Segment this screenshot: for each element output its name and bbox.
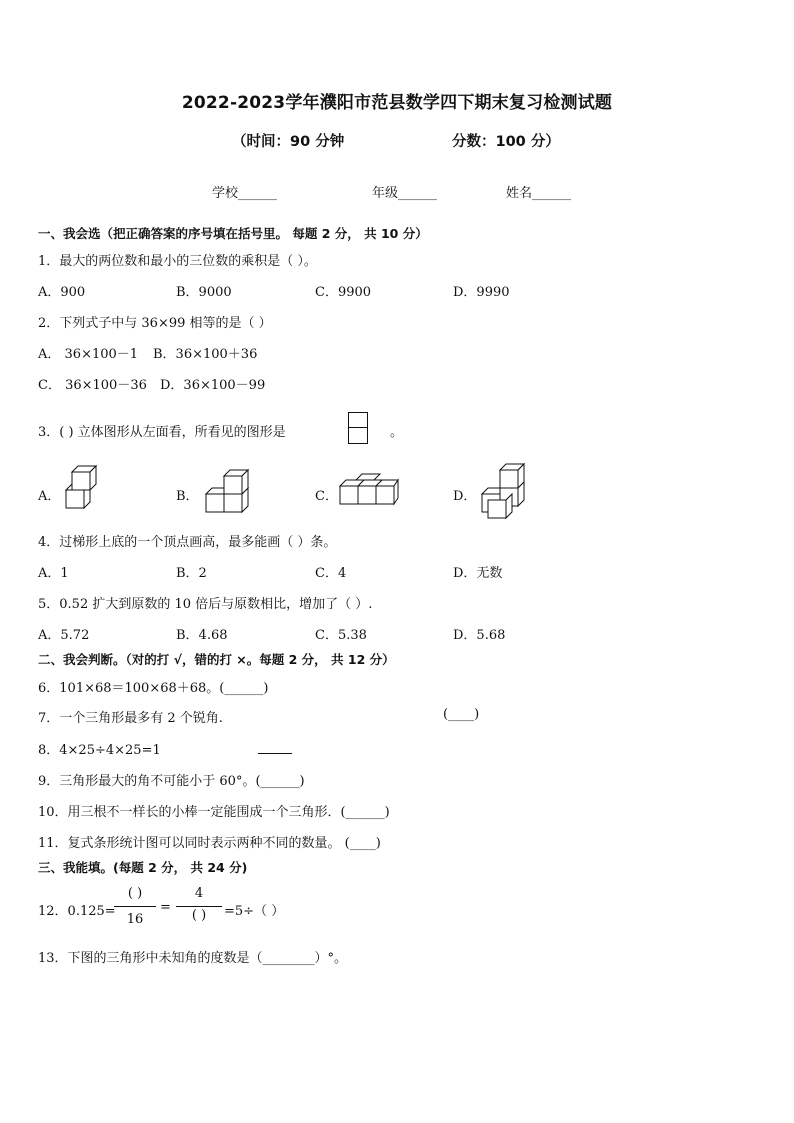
q12-fraction2-bar (176, 906, 222, 907)
section-2-heading: 二、我会判断。（对的打 √，错的打 ×。每题 2 分， 共 12 分） (38, 652, 395, 667)
q2-option-c: C． 36×100－36 (38, 378, 147, 393)
q2-option-d: D．36×100－99 (160, 378, 266, 393)
q5-option-c: C．5.38 (315, 628, 367, 643)
q12-fraction2-numerator: 4 (194, 886, 204, 901)
q12-equals: = (160, 900, 171, 915)
q12-fraction1-numerator[interactable]: ( ) (127, 886, 143, 901)
question-2: 2．下列式子中与 36×99 相等的是（ ） (38, 316, 272, 331)
question-4: 4．过梯形上底的一个顶点画高，最多能画（ ）条。 (38, 535, 337, 550)
question-5: 5．0.52 扩大到原数的 10 倍后与原数相比，增加了（ ）. (38, 597, 373, 612)
question-7: 7．一个三角形最多有 2 个锐角. (38, 711, 223, 726)
exam-score: 分数：100 分） (452, 134, 560, 150)
question-8: 8．4×25÷4×25=1 (38, 743, 161, 758)
grade-field: 年级______ (372, 186, 438, 201)
q4-option-d: D．无数 (453, 566, 503, 581)
question-3-tail: 。 (390, 425, 404, 440)
name-field: 姓名______ (506, 186, 572, 201)
question-7-blank[interactable]: (____) (443, 707, 480, 722)
section-3-heading: 三、我能填。(每题 2 分， 共 24 分) (38, 860, 248, 875)
q12-fraction1-denominator: 16 (126, 912, 144, 927)
q12-fraction1-bar (114, 906, 156, 907)
q1-option-c: C．9900 (315, 285, 372, 300)
cube-figure-a-icon (60, 462, 100, 514)
q4-option-c: C．4 (315, 566, 347, 581)
q3-option-b: B． (176, 489, 199, 504)
question-13: 13．下图的三角形中未知角的度数是（________）°。 (38, 951, 348, 966)
exam-time: （时间：90 分钟 (232, 134, 345, 150)
question-6: 6．101×68＝100×68＋68。(______) (38, 681, 269, 696)
question-12-prefix: 12．0.125= (38, 904, 116, 919)
cube-figure-b-icon (200, 470, 250, 516)
q2-option-a: A． 36×100－1 (38, 347, 139, 362)
q3-option-d: D． (453, 489, 477, 504)
q2-option-b: B．36×100＋36 (153, 347, 258, 362)
section-1-heading: 一、我会选（把正确答案的序号填在括号里。 每题 2 分， 共 10 分） (38, 226, 428, 241)
question-9: 9．三角形最大的角不可能小于 60°。(______) (38, 774, 305, 789)
q12-suffix: =5÷（ ） (224, 904, 285, 919)
cube-figure-c-icon (338, 474, 400, 506)
q1-option-b: B．9000 (176, 285, 232, 300)
question-11: 11．复式条形统计图可以同时表示两种不同的数量。 (____) (38, 836, 381, 851)
page-title: 2022-2023学年濮阳市范县数学四下期末复习检测试题 (181, 93, 613, 113)
question-10: 10．用三根不一样长的小棒一定能围成一个三角形．(______) (38, 805, 390, 820)
left-view-icon (348, 412, 368, 444)
q1-option-d: D．9990 (453, 285, 510, 300)
q1-option-a: A．900 (38, 285, 86, 300)
q4-option-b: B．2 (176, 566, 207, 581)
q3-option-a: A． (38, 489, 61, 504)
cube-figure-d-icon (476, 462, 528, 522)
q5-option-d: D．5.68 (453, 628, 506, 643)
q4-option-a: A．1 (38, 566, 69, 581)
q12-fraction2-denominator[interactable]: ( ) (191, 908, 207, 923)
school-field: 学校______ (212, 186, 278, 201)
q5-option-a: A．5.72 (38, 628, 90, 643)
q3-option-c: C． (315, 489, 338, 504)
question-1: 1．最大的两位数和最小的三位数的乘积是（ ）。 (38, 254, 317, 269)
question-3: 3．( ) 立体图形从左面看，所看见的图形是 (38, 425, 286, 440)
q5-option-b: B．4.68 (176, 628, 228, 643)
question-8-blank[interactable] (258, 741, 292, 754)
